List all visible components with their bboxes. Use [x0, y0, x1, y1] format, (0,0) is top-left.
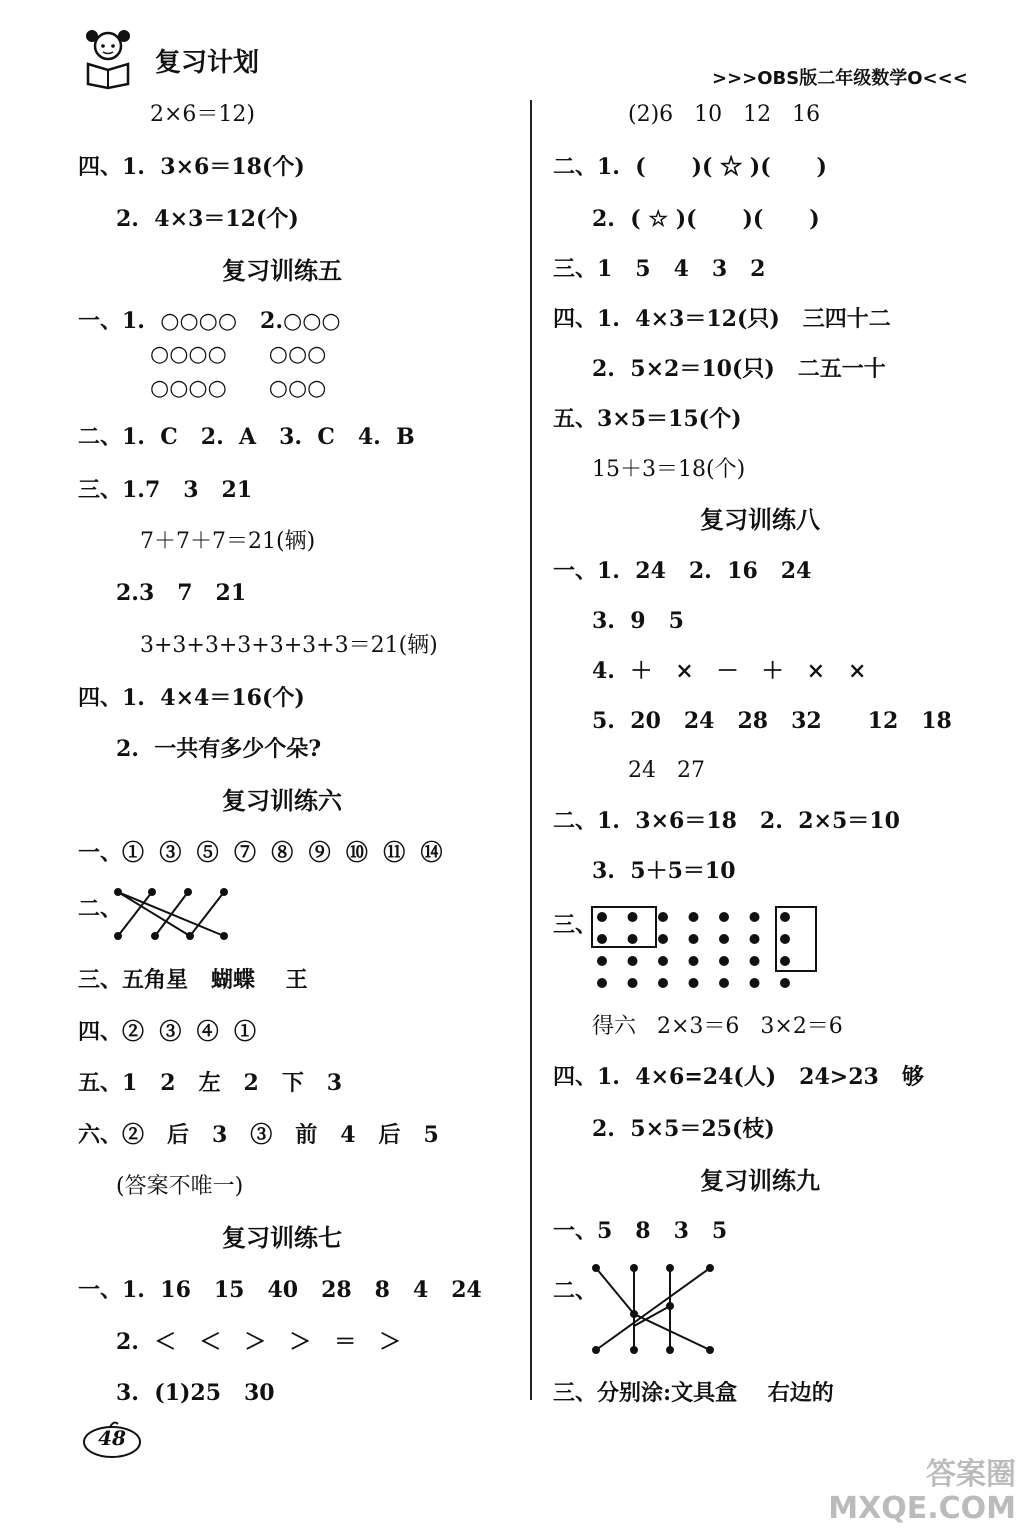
array-dot — [597, 956, 607, 966]
answer-line: 24 27 — [628, 758, 705, 783]
array-dot — [628, 934, 638, 944]
array-dot — [658, 912, 668, 922]
watermark-line: 答案圈 — [926, 1457, 1016, 1492]
dot-array-diagram — [590, 905, 850, 995]
array-dot — [719, 956, 729, 966]
array-dot — [719, 978, 729, 988]
answer-line: 二、1. C 2. A 3. C 4. B — [78, 424, 415, 450]
section-title: 复习训练九 — [700, 1166, 820, 1195]
section-title: 复习训练八 — [700, 505, 820, 534]
answer-line: 一、1. 16 15 40 28 8 4 24 — [78, 1277, 482, 1303]
answer-line: 4. ＋ × － ＋ × × — [592, 658, 867, 684]
answer-line: 三、1.7 3 21 — [78, 477, 253, 503]
section-title: 复习训练五 — [222, 256, 342, 285]
watermark — [828, 1458, 1016, 1526]
watermark-line: MXQE.COM — [828, 1491, 1016, 1526]
answer-line: 2.3 7 21 — [116, 580, 247, 606]
answer-line: 得六 2×3＝6 3×2＝6 — [592, 1014, 843, 1039]
answer-line: 2. 一共有多少个朵? — [116, 736, 322, 762]
answer-line: 2. ( ☆ )( )( ) — [592, 206, 820, 232]
answer-line: 四、1. 4×4＝16(个) — [78, 685, 305, 711]
answer-line: ○○○○ ○○○ — [150, 342, 327, 367]
answer-line: 四、1. 3×6＝18(个) — [78, 154, 305, 180]
answer-line: 一、1. 24 2. 16 24 — [553, 558, 812, 584]
array-dot — [658, 934, 668, 944]
answer-line: 3. 5＋5＝10 — [592, 858, 736, 884]
answer-line: 二、1. 3×6＝18 2. 2×5＝10 — [553, 808, 900, 834]
answer-line: 2. 5×5＝25(枝) — [592, 1116, 775, 1142]
answer-line: 15＋3＝18(个) — [592, 457, 746, 482]
answer-line: (答案不唯一) — [116, 1174, 244, 1199]
array-dot — [628, 912, 638, 922]
answer-line: ○○○○ ○○○ — [150, 376, 327, 401]
answer-line: 三、分别涂:文具盒 右边的 — [553, 1380, 834, 1406]
page-header-title: 复习计划 — [155, 48, 260, 78]
array-dot — [780, 956, 790, 966]
array-dot — [628, 978, 638, 988]
answer-line: 六、② 后 3 ③ 前 4 后 5 — [78, 1122, 439, 1148]
answer-line: 四、1. 4×3＝12(只) 三四十二 — [553, 306, 891, 332]
answer-line: 一、1. ○○○○ 2.○○○ — [78, 308, 341, 334]
array-dot — [780, 978, 790, 988]
matching-lines-diagram — [110, 884, 240, 944]
answer-line: 2. 4×3＝12(个) — [116, 206, 299, 232]
array-dot — [597, 912, 607, 922]
matching-lines-diagram — [590, 1262, 720, 1362]
answer-line: 一、① ③ ⑤ ⑦ ⑧ ⑨ ⑩ ⑪ ⑭ — [78, 840, 443, 866]
answer-line: 三、五角星 蝴蝶 王 — [78, 967, 308, 993]
array-dot — [750, 934, 760, 944]
answer-line: 四、1. 4×6=24(人) 24>23 够 — [553, 1064, 924, 1090]
array-dot — [658, 956, 668, 966]
array-dot — [780, 912, 790, 922]
array-dot — [750, 912, 760, 922]
array-dot — [689, 956, 699, 966]
column-divider — [530, 100, 532, 1400]
answer-line: 一、5 8 3 5 — [553, 1218, 728, 1244]
answer-line: 2×6＝12) — [150, 102, 256, 127]
array-dot — [597, 978, 607, 988]
answer-line: 二、 — [553, 1278, 598, 1304]
answer-line: 三、 — [553, 912, 598, 938]
answer-line: 二、 — [78, 896, 123, 922]
array-dot — [689, 912, 699, 922]
array-dot — [780, 934, 790, 944]
page-number-badge — [80, 1418, 144, 1460]
answer-line: 四、② ③ ④ ① — [78, 1019, 256, 1045]
array-dot — [750, 978, 760, 988]
answer-line: 三、1 5 4 3 2 — [553, 256, 766, 282]
answer-line: 五、1 2 左 2 下 3 — [78, 1070, 343, 1096]
array-dot — [719, 934, 729, 944]
array-dot — [597, 934, 607, 944]
answer-line: 3+3+3+3+3+3+3＝21(辆) — [140, 633, 438, 658]
answer-line: 7＋7＋7＝21(辆) — [140, 529, 316, 554]
answer-line: 二、1. ( )( ☆ )( ) — [553, 154, 827, 180]
array-dot — [750, 956, 760, 966]
answer-line: 3. 9 5 — [592, 608, 684, 634]
answer-line: 五、3×5＝15(个) — [553, 406, 742, 432]
section-title: 复习训练七 — [222, 1223, 342, 1252]
answer-line: 2. ＜ ＜ ＞ ＞ ＝ ＞ — [116, 1329, 402, 1355]
array-dot — [658, 978, 668, 988]
answer-line: 3. (1)25 30 — [116, 1380, 275, 1406]
page-number: 48 — [98, 1426, 126, 1450]
array-dot — [628, 956, 638, 966]
array-dot — [689, 978, 699, 988]
array-dot — [689, 934, 699, 944]
reading-girl-icon — [78, 28, 138, 88]
page-header-subtitle: >>>OBS版二年级数学O<<< — [712, 68, 968, 89]
answer-line: (2)6 10 12 16 — [628, 102, 821, 127]
section-title: 复习训练六 — [222, 786, 342, 815]
answer-line: 5. 20 24 28 32 12 18 — [592, 708, 952, 734]
answer-line: 2. 5×2＝10(只) 二五一十 — [592, 356, 886, 382]
array-dot — [719, 912, 729, 922]
